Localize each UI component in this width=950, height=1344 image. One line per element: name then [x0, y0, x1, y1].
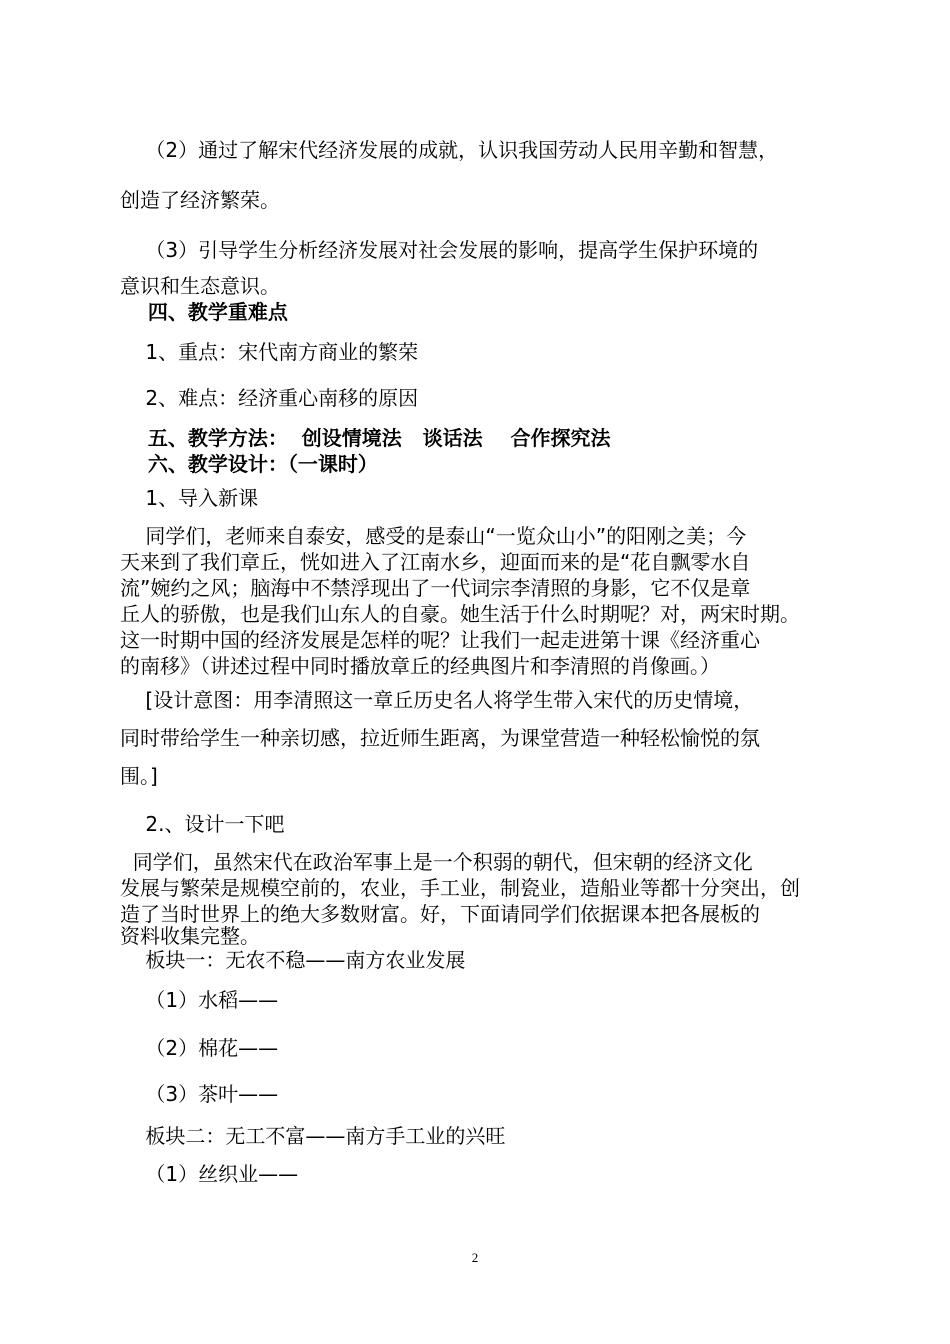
intro-paragraph-line: 丘人的骄傲，也是我们山东人的自豪。她生活于什么时期呢？对，两宋时期。: [120, 602, 800, 626]
objective-2-line-1: （2）通过了解宋代经济发展的成就，认识我国劳动人民用辛勤和智慧，: [120, 138, 779, 162]
board-2-item: （1）丝织业——: [120, 1162, 299, 1186]
board-1-item: （2）棉花——: [120, 1036, 279, 1060]
board-1-item: （3）茶叶——: [120, 1082, 279, 1106]
step-2-paragraph-line: 发展与繁荣是规模空前的，农业，手工业，制瓷业，造船业等都十分突出，创: [120, 876, 800, 900]
board-1-item: （1）水稻——: [120, 988, 279, 1012]
page-number: 2: [471, 1250, 479, 1265]
key-point-line: 1、重点：宋代南方商业的繁荣: [120, 340, 419, 364]
step-2-paragraph-line: 资料收集完整。: [120, 924, 260, 948]
step-2-paragraph-line: 同学们，虽然宋代在政治军事上是一个积弱的朝代，但宋朝的经济文化: [120, 850, 753, 874]
objective-3-line-2: 意识和生态意识。: [120, 274, 280, 298]
step-1-heading: 1、导入新课: [120, 486, 259, 510]
intro-paragraph-line: 同学们，老师来自泰安，感受的是泰山“一览众山小”的阳刚之美；今: [120, 524, 747, 548]
objective-2-line-2: 创造了经济繁荣。: [120, 188, 280, 212]
intro-paragraph-line: 天来到了我们章丘，恍如进入了江南水乡，迎面而来的是“花自飘零水自: [120, 550, 751, 574]
step-2-paragraph-line: 造了当时世界上的绝大多数财富。好，下面请同学们依据课本把各展板的: [120, 902, 760, 926]
difficult-point-line: 2、难点：经济重心南移的原因: [120, 386, 419, 410]
step-2-heading: 2.、设计一下吧: [120, 812, 285, 836]
intro-paragraph-line: 这一时期中国的经济发展是怎样的呢？让我们一起走进第十课《经济重心: [120, 628, 760, 652]
section-heading-4: 四、教学重难点: [120, 300, 288, 324]
board-2-heading: 板块二：无工不富——南方手工业的兴旺: [120, 1124, 506, 1148]
design-intent-line: 同时带给学生一种亲切感，拉近师生距离，为课堂营造一种轻松愉悦的氛: [120, 726, 760, 750]
section-heading-6: 六、教学设计：（一课时）: [120, 452, 378, 476]
section-heading-5: 五、教学方法： 创设情境法 谈话法 合作探究法: [120, 426, 611, 450]
intro-paragraph-line: 的南移》（讲述过程中同时播放章丘的经典图片和李清照的肖像画。）: [120, 654, 720, 678]
intro-paragraph-line: 流”婉约之风；脑海中不禁浮现出了一代词宗李清照的身影，它不仅是章: [120, 576, 751, 600]
board-1-heading: 板块一：无农不稳——南方农业发展: [120, 948, 466, 972]
design-intent-line: [设计意图：用李清照这一章丘历史名人将学生带入宋代的历史情境，: [120, 688, 754, 712]
design-intent-line: 围。]: [120, 764, 158, 788]
objective-3-line-1: （3）引导学生分析经济发展对社会发展的影响，提高学生保护环境的: [120, 238, 759, 262]
